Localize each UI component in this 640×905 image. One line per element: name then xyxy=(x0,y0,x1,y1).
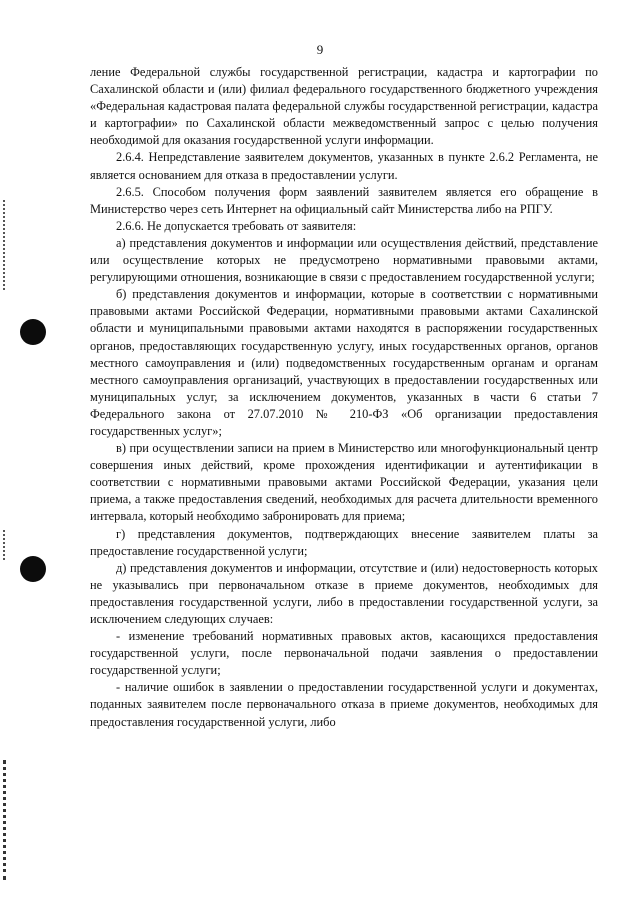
list-item-d: д) представления документов и информации, отсутствие и (или) недостоверность которых не указывались при первоначальном отказе в приеме документов, необходимых для предоставления государственной услуги, либо в предоставлении государственной услуги, за исключением следующих случаев: xyxy=(90,560,598,626)
list-item-g: г) представления документов, подтверждающих внесение заявителем платы за предоставление государственной услуги; xyxy=(90,526,598,558)
list-item-v: в) при осуществлении записи на прием в Министерство или многофункциональный центр совершения иных действий, кроме прохождения идентификации и аутентификации в соответствии с нормативными правовыми актами Российской Федерации, указания цели приема, а также предоставления сведений, необходимых для расчета длительности временного интервала, который необходимо забронировать для приема; xyxy=(90,441,598,524)
binder-hole-bottom xyxy=(20,556,46,582)
paragraph-2-6-6: 2.6.6. Не допускается требовать от заявителя: xyxy=(116,218,357,233)
scan-edge-mark xyxy=(3,530,8,560)
dash-item-errors: - наличие ошибок в заявлении о предоставлении государственной услуги и документах, поданных заявителем после первоначального отказа в приеме документов, необходимых для предоставления государственной услуги, либо xyxy=(90,680,598,729)
paragraph-continuation: ление Федеральной службы государственной регистрации, кадастра и картографии по Сахалинской области и (или) филиал федерального государственного бюджетного учреждения «Федеральная кадастровая палата федеральной службы государственной регистрации, кадастра и картографии» по Сахалинской области межведомственный запрос с целью получения необходимой для оказания государственной услуги информации. xyxy=(90,65,598,148)
scan-edge-mark xyxy=(3,760,9,880)
dash-item-requirements-change: - изменение требований нормативных правовых актов, касающихся предоставления государственной услуги, после первоначальной подачи заявления о предоставлении государственной услуги; xyxy=(90,629,598,678)
binder-hole-top xyxy=(20,319,46,345)
paragraph-2-6-4: 2.6.4. Непредставление заявителем документов, указанных в пункте 2.6.2 Регламента, не является основанием для отказа в предоставлении услуги. xyxy=(90,150,598,182)
document-body xyxy=(90,64,598,731)
list-item-a: а) представления документов и информации или осуществления действий, представление или осуществление которых не предусмотрено нормативными правовыми актами, регулирующими отношения, возникающие в связи с предоставлением государственной услуги; xyxy=(90,235,598,285)
page-number: 9 xyxy=(316,42,324,57)
list-item-b: б) представления документов и информации, которые в соответствии с нормативными правовыми актами Российской Федерации, нормативными правовыми актами Сахалинской области и муниципальными правовыми актами находятся в распоряжении государственных органов, предоставляющих государственную услугу, иных государственных органов, органов местного самоуправления и (или) подведомственных государственным органам и органам местного самоуправления организаций, участвующих в предоставлении государственных или муниципальных услуг, за исключением документов, указанных в части 6 статьи 7 Федерального закона от 27.07.2010 № 210-ФЗ «Об организации предоставления государственных услуг»; xyxy=(90,287,598,438)
paragraph-2-6-5: 2.6.5. Способом получения форм заявлений заявителем является его обращение в Министерство через сеть Интернет на официальный сайт Министерства либо на РПГУ. xyxy=(90,184,598,216)
scan-edge-mark xyxy=(3,200,8,290)
